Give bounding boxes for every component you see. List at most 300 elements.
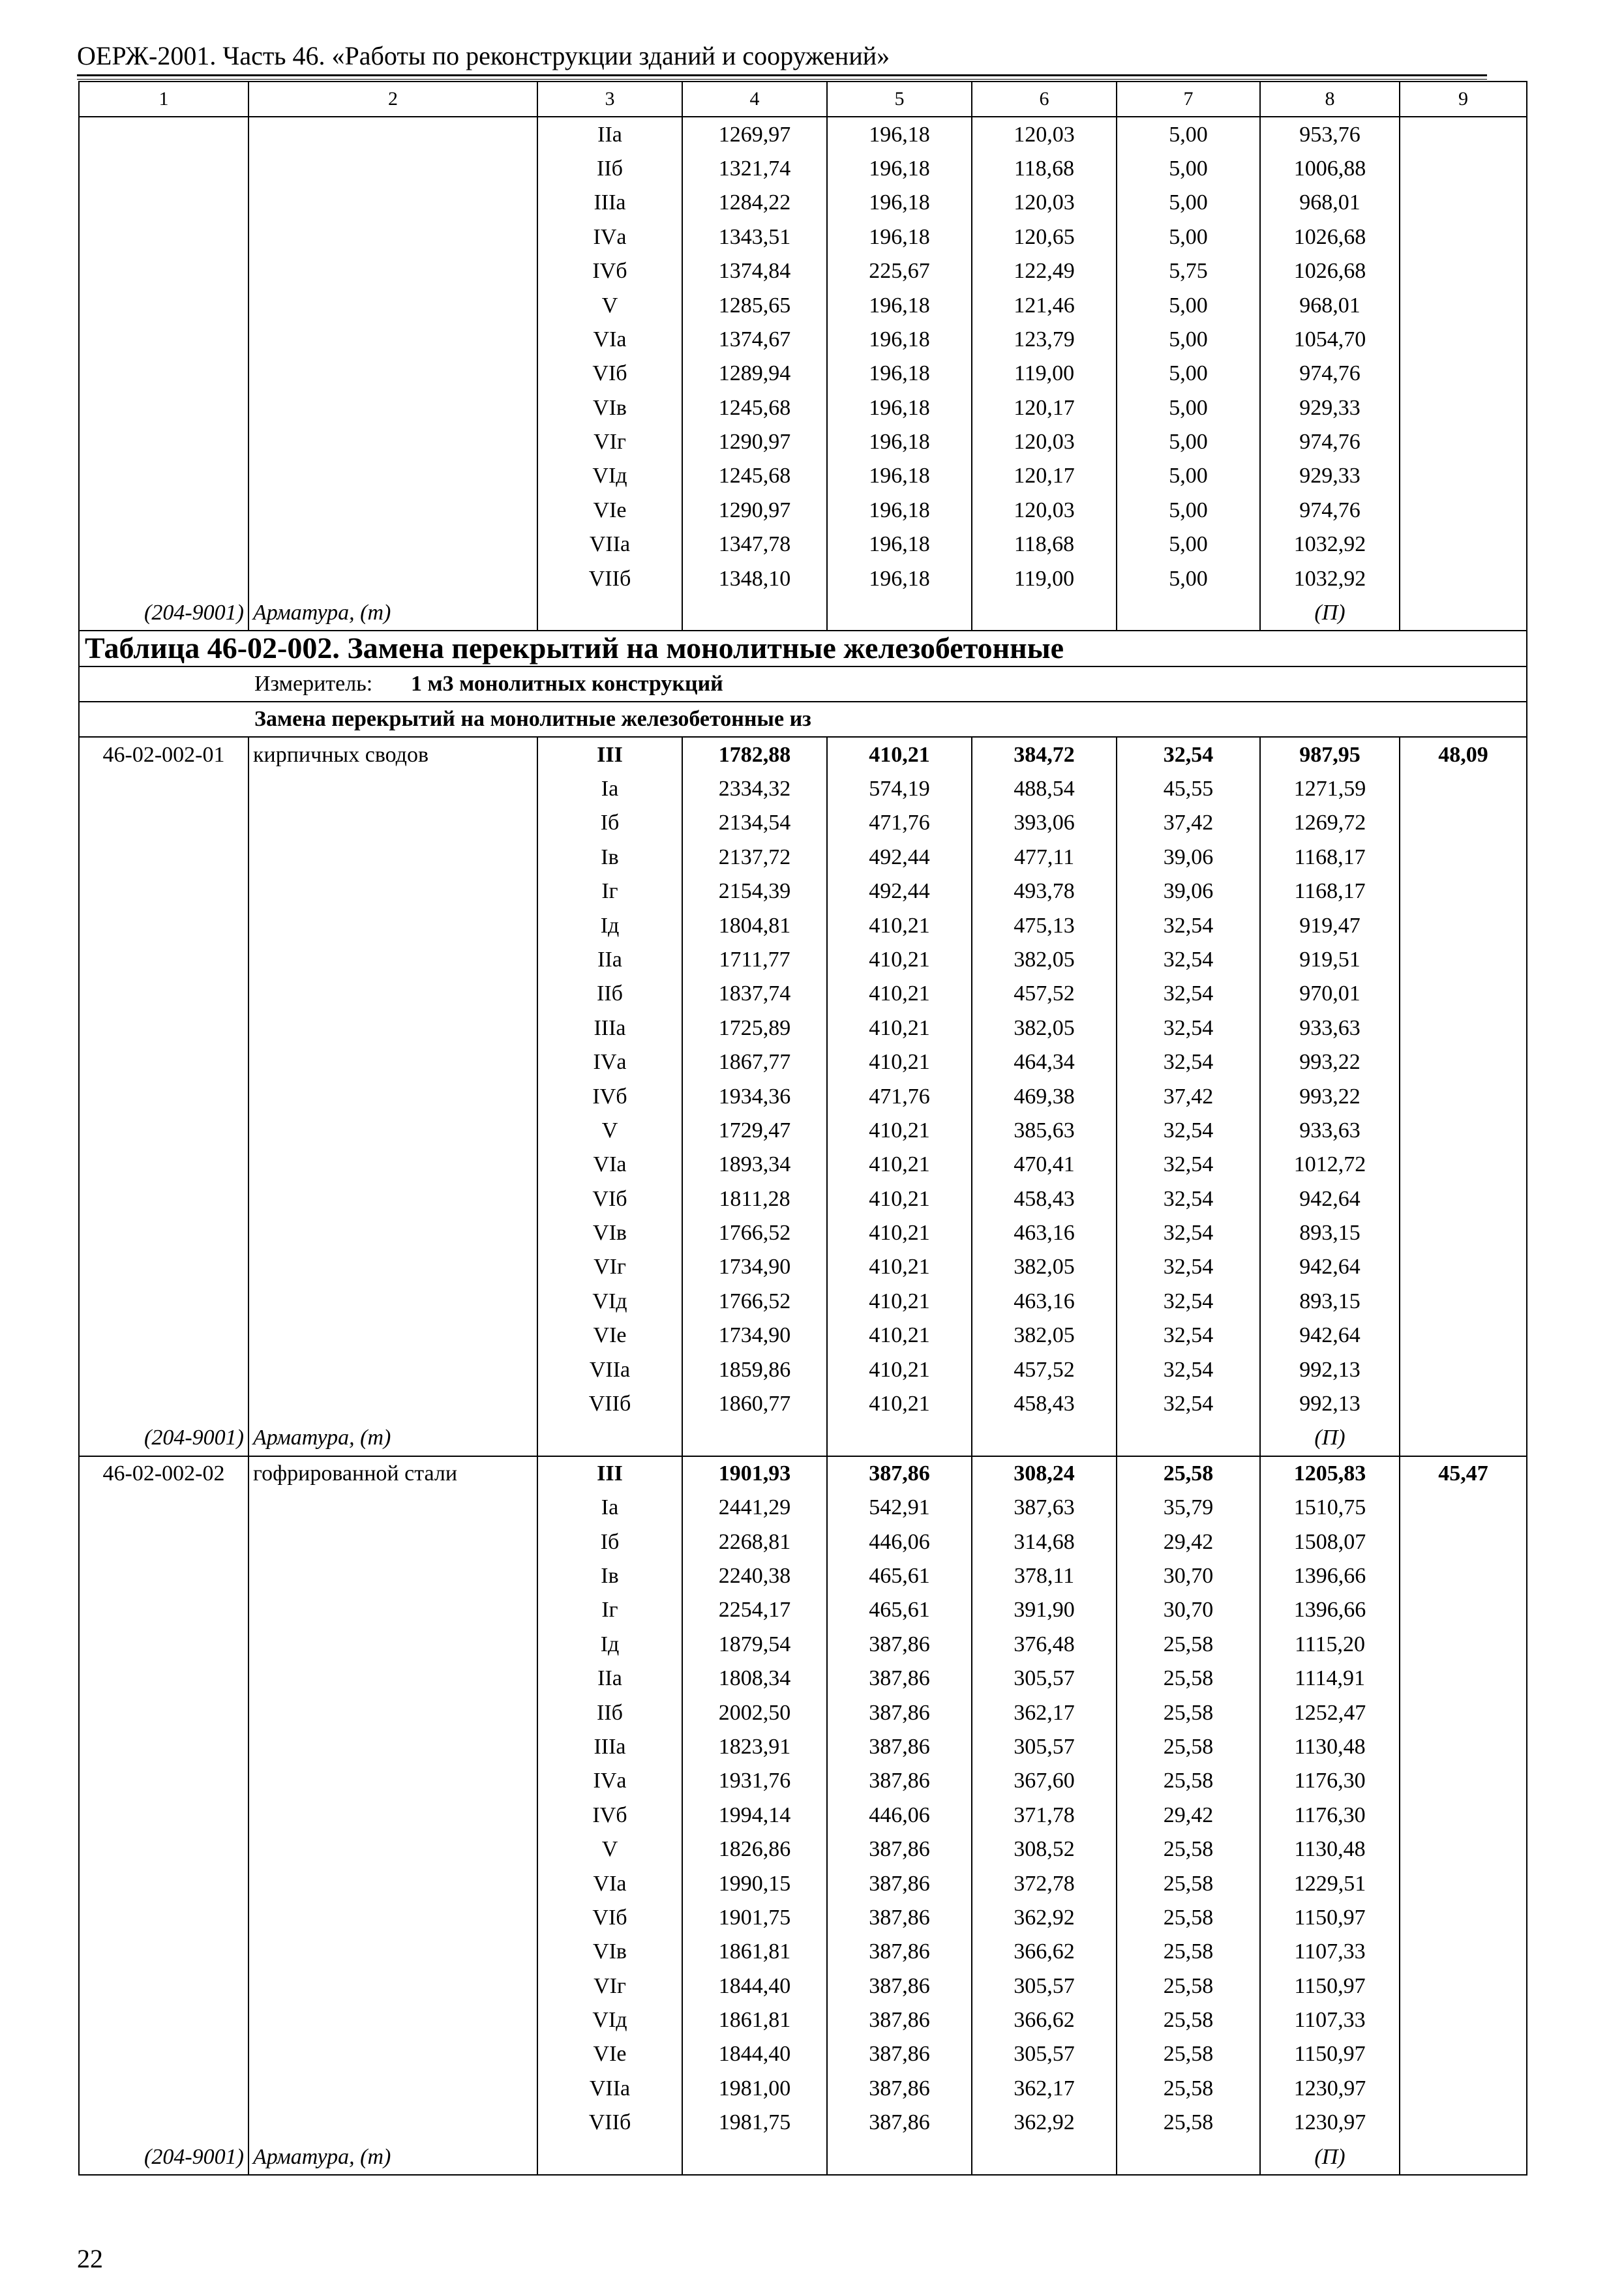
value-cell: 1006,88 bbox=[1260, 152, 1400, 186]
value-cell: 919,47 bbox=[1260, 908, 1400, 942]
table-row bbox=[79, 1628, 1527, 1662]
value-cell: 387,86 bbox=[827, 1628, 972, 1662]
value-cell: 1130,48 bbox=[1260, 1730, 1400, 1764]
value-cell: 410,21 bbox=[827, 943, 972, 977]
value-cell: 30,70 bbox=[1117, 1559, 1260, 1593]
value-cell bbox=[1400, 2037, 1527, 2071]
name-cell bbox=[248, 772, 537, 806]
table-row bbox=[79, 1799, 1527, 1833]
table-row bbox=[79, 841, 1527, 875]
code-cell bbox=[79, 152, 248, 186]
code-cell bbox=[79, 1525, 248, 1559]
name-cell bbox=[248, 943, 537, 977]
value-cell: 25,58 bbox=[1117, 1969, 1260, 2003]
name-cell bbox=[248, 1148, 537, 1182]
code-cell bbox=[79, 1593, 248, 1627]
value-cell bbox=[1117, 1421, 1260, 1456]
code-cell bbox=[79, 908, 248, 942]
table-title: Таблица 46-02-002. Замена перекрытий на монолитные железобетонные bbox=[79, 631, 1527, 666]
value-cell: 929,33 bbox=[1260, 391, 1400, 425]
name-cell bbox=[248, 1833, 537, 1866]
value-cell: 1734,90 bbox=[682, 1319, 827, 1353]
value-cell: 32,54 bbox=[1117, 1045, 1260, 1079]
item-first-row bbox=[79, 737, 1527, 771]
value-cell: VIе bbox=[537, 494, 682, 528]
value-cell: 1321,74 bbox=[682, 152, 827, 186]
code-cell bbox=[79, 254, 248, 288]
value-cell: 968,01 bbox=[1260, 288, 1400, 322]
value-cell: 410,21 bbox=[827, 1148, 972, 1182]
value-cell: 32,54 bbox=[1117, 737, 1260, 771]
name-cell bbox=[248, 2003, 537, 2037]
name-cell bbox=[248, 1593, 537, 1627]
code-cell bbox=[79, 425, 248, 459]
table-row bbox=[79, 2072, 1527, 2106]
value-cell: 1168,17 bbox=[1260, 875, 1400, 908]
table-row bbox=[79, 1045, 1527, 1079]
value-cell: 5,00 bbox=[1117, 186, 1260, 220]
value-cell: 1252,47 bbox=[1260, 1696, 1400, 1729]
value-cell: IVа bbox=[537, 220, 682, 254]
value-cell: 1826,86 bbox=[682, 1833, 827, 1866]
value-cell: VIв bbox=[537, 1216, 682, 1250]
table-row bbox=[79, 1764, 1527, 1798]
value-cell: 410,21 bbox=[827, 1250, 972, 1284]
value-cell: 39,06 bbox=[1117, 841, 1260, 875]
value-cell bbox=[1400, 875, 1527, 908]
value-cell: 1347,78 bbox=[682, 528, 827, 561]
value-cell: Iд bbox=[537, 1628, 682, 1662]
value-cell: 1981,75 bbox=[682, 2106, 827, 2140]
value-cell: IIа bbox=[537, 1662, 682, 1696]
value-cell: 32,54 bbox=[1117, 1387, 1260, 1421]
value-cell bbox=[1400, 528, 1527, 561]
armature-code: (204-9001) bbox=[79, 1421, 248, 1456]
value-cell: 2334,32 bbox=[682, 772, 827, 806]
name-cell bbox=[248, 1628, 537, 1662]
value-cell bbox=[682, 2140, 827, 2174]
value-cell: 2268,81 bbox=[682, 1525, 827, 1559]
table-row bbox=[79, 1935, 1527, 1969]
code-cell bbox=[79, 1216, 248, 1250]
table-row bbox=[79, 1969, 1527, 2003]
value-cell: 970,01 bbox=[1260, 977, 1400, 1011]
name-cell bbox=[248, 1285, 537, 1319]
value-cell: 120,03 bbox=[972, 186, 1117, 220]
value-cell: VIIа bbox=[537, 1353, 682, 1386]
value-cell: Iв bbox=[537, 841, 682, 875]
value-cell: 384,72 bbox=[972, 737, 1117, 771]
value-cell: 542,91 bbox=[827, 1491, 972, 1525]
value-cell: 120,65 bbox=[972, 220, 1117, 254]
value-cell: 1823,91 bbox=[682, 1730, 827, 1764]
value-cell: 2254,17 bbox=[682, 1593, 827, 1627]
name-cell bbox=[248, 1525, 537, 1559]
value-cell: 2002,50 bbox=[682, 1696, 827, 1729]
name-cell bbox=[248, 1491, 537, 1525]
table-row bbox=[79, 220, 1527, 254]
value-cell: Iг bbox=[537, 1593, 682, 1627]
value-cell: 457,52 bbox=[972, 1353, 1117, 1386]
value-cell: 120,17 bbox=[972, 459, 1117, 493]
value-cell bbox=[1400, 2003, 1527, 2037]
value-cell: IIIа bbox=[537, 186, 682, 220]
value-cell: 32,54 bbox=[1117, 1353, 1260, 1386]
code-cell bbox=[79, 1148, 248, 1182]
value-cell: 196,18 bbox=[827, 288, 972, 322]
value-cell: 29,42 bbox=[1117, 1525, 1260, 1559]
value-cell: 2441,29 bbox=[682, 1491, 827, 1525]
value-cell: 1176,30 bbox=[1260, 1799, 1400, 1833]
name-cell bbox=[248, 254, 537, 288]
code-cell bbox=[79, 1387, 248, 1421]
value-cell: 1284,22 bbox=[682, 186, 827, 220]
value-cell: VIб bbox=[537, 1182, 682, 1216]
value-cell: 5,00 bbox=[1117, 561, 1260, 595]
value-cell: 919,51 bbox=[1260, 943, 1400, 977]
table-row bbox=[79, 152, 1527, 186]
value-cell: 1205,83 bbox=[1260, 1456, 1400, 1491]
armature-row bbox=[79, 596, 1527, 631]
value-cell: 121,46 bbox=[972, 288, 1117, 322]
value-cell bbox=[1400, 1491, 1527, 1525]
value-cell: 1934,36 bbox=[682, 1079, 827, 1113]
value-cell: VIв bbox=[537, 391, 682, 425]
value-cell: 5,00 bbox=[1117, 425, 1260, 459]
value-cell: 1711,77 bbox=[682, 943, 827, 977]
value-cell: 387,86 bbox=[827, 2072, 972, 2106]
unit-label: Измеритель: bbox=[254, 671, 373, 696]
name-cell bbox=[248, 1764, 537, 1798]
item-name: гофрированной стали bbox=[248, 1456, 537, 1491]
value-cell bbox=[1400, 1866, 1527, 1900]
value-cell: 25,58 bbox=[1117, 1935, 1260, 1969]
value-cell bbox=[1400, 1525, 1527, 1559]
value-cell: 32,54 bbox=[1117, 943, 1260, 977]
value-cell: VIд bbox=[537, 459, 682, 493]
value-cell: 1396,66 bbox=[1260, 1593, 1400, 1627]
value-cell bbox=[1400, 357, 1527, 391]
value-cell bbox=[537, 2140, 682, 2174]
name-cell bbox=[248, 1559, 537, 1593]
value-cell bbox=[1400, 1421, 1527, 1456]
value-cell: 410,21 bbox=[827, 1387, 972, 1421]
value-cell: 385,63 bbox=[972, 1114, 1117, 1148]
value-cell: VIIа bbox=[537, 2072, 682, 2106]
code-cell bbox=[79, 1045, 248, 1079]
value-cell: 1229,51 bbox=[1260, 1866, 1400, 1900]
value-cell: 1115,20 bbox=[1260, 1628, 1400, 1662]
value-cell: 463,16 bbox=[972, 1216, 1117, 1250]
value-cell: 410,21 bbox=[827, 1285, 972, 1319]
code-cell bbox=[79, 1901, 248, 1935]
value-cell: 393,06 bbox=[972, 806, 1117, 840]
value-cell: 25,58 bbox=[1117, 1833, 1260, 1866]
value-cell: 305,57 bbox=[972, 1969, 1117, 2003]
value-cell: 45,47 bbox=[1400, 1456, 1527, 1491]
value-cell: 362,92 bbox=[972, 2106, 1117, 2140]
column-number: 3 bbox=[537, 82, 682, 117]
value-cell: 933,63 bbox=[1260, 1011, 1400, 1045]
table-row bbox=[79, 561, 1527, 595]
value-cell: 32,54 bbox=[1117, 1182, 1260, 1216]
column-number: 4 bbox=[682, 82, 827, 117]
value-cell: 25,58 bbox=[1117, 1456, 1260, 1491]
code-cell bbox=[79, 1491, 248, 1525]
value-cell: 1879,54 bbox=[682, 1628, 827, 1662]
value-cell: 387,86 bbox=[827, 1969, 972, 2003]
value-cell: 123,79 bbox=[972, 323, 1117, 357]
value-cell: 1861,81 bbox=[682, 1935, 827, 1969]
code-cell bbox=[79, 528, 248, 561]
value-cell bbox=[827, 596, 972, 631]
value-cell bbox=[1400, 596, 1527, 631]
value-cell: 1245,68 bbox=[682, 459, 827, 493]
table-row bbox=[79, 1491, 1527, 1525]
table-row bbox=[79, 1079, 1527, 1113]
value-cell: 1808,34 bbox=[682, 1662, 827, 1696]
name-cell bbox=[248, 1250, 537, 1284]
column-number: 9 bbox=[1400, 82, 1527, 117]
value-cell: 1804,81 bbox=[682, 908, 827, 942]
page-number: 22 bbox=[77, 2244, 103, 2273]
value-cell bbox=[827, 2140, 972, 2174]
value-cell: 1981,00 bbox=[682, 2072, 827, 2106]
value-cell bbox=[1400, 1730, 1527, 1764]
code-cell bbox=[79, 220, 248, 254]
value-cell: 1230,97 bbox=[1260, 2106, 1400, 2140]
value-cell: 25,58 bbox=[1117, 2003, 1260, 2037]
value-cell: 387,63 bbox=[972, 1491, 1117, 1525]
table-row bbox=[79, 117, 1527, 151]
value-cell: 37,42 bbox=[1117, 806, 1260, 840]
value-cell: V bbox=[537, 1833, 682, 1866]
value-cell: 32,54 bbox=[1117, 1114, 1260, 1148]
value-cell: 196,18 bbox=[827, 186, 972, 220]
value-cell: 118,68 bbox=[972, 152, 1117, 186]
value-cell: 974,76 bbox=[1260, 494, 1400, 528]
value-cell: VIа bbox=[537, 1866, 682, 1900]
value-cell: 5,00 bbox=[1117, 357, 1260, 391]
value-cell: 2154,39 bbox=[682, 875, 827, 908]
value-cell: 1844,40 bbox=[682, 2037, 827, 2071]
value-cell: 1893,34 bbox=[682, 1148, 827, 1182]
armature-row bbox=[79, 2140, 1527, 2174]
value-cell: 1245,68 bbox=[682, 391, 827, 425]
table-row bbox=[79, 1387, 1527, 1421]
value-cell bbox=[1400, 1387, 1527, 1421]
value-cell: 1374,84 bbox=[682, 254, 827, 288]
value-cell: 225,67 bbox=[827, 254, 972, 288]
value-cell: 458,43 bbox=[972, 1182, 1117, 1216]
value-cell: 942,64 bbox=[1260, 1319, 1400, 1353]
value-cell: 25,58 bbox=[1117, 1662, 1260, 1696]
value-cell: 1990,15 bbox=[682, 1866, 827, 1900]
column-number: 5 bbox=[827, 82, 972, 117]
table-row bbox=[79, 1285, 1527, 1319]
value-cell: 196,18 bbox=[827, 117, 972, 151]
value-cell: 45,55 bbox=[1117, 772, 1260, 806]
code-cell bbox=[79, 494, 248, 528]
value-cell: 5,00 bbox=[1117, 288, 1260, 322]
value-cell: 1230,97 bbox=[1260, 2072, 1400, 2106]
value-cell: 993,22 bbox=[1260, 1045, 1400, 1079]
name-cell bbox=[248, 220, 537, 254]
name-cell bbox=[248, 459, 537, 493]
table-row bbox=[79, 875, 1527, 908]
value-cell bbox=[1400, 323, 1527, 357]
value-cell: 387,86 bbox=[827, 1833, 972, 1866]
name-cell bbox=[248, 2072, 537, 2106]
value-cell: 464,34 bbox=[972, 1045, 1117, 1079]
value-cell: 1054,70 bbox=[1260, 323, 1400, 357]
code-cell bbox=[79, 117, 248, 151]
value-cell: 387,86 bbox=[827, 2003, 972, 2037]
value-cell: 1811,28 bbox=[682, 1182, 827, 1216]
code-cell bbox=[79, 2003, 248, 2037]
code-cell bbox=[79, 1079, 248, 1113]
value-cell: III bbox=[537, 1456, 682, 1491]
value-cell: VIIб bbox=[537, 1387, 682, 1421]
value-cell: VIг bbox=[537, 425, 682, 459]
value-cell: IIа bbox=[537, 117, 682, 151]
value-cell: 32,54 bbox=[1117, 1250, 1260, 1284]
value-cell: 118,68 bbox=[972, 528, 1117, 561]
name-cell bbox=[248, 494, 537, 528]
code-cell bbox=[79, 1969, 248, 2003]
name-cell bbox=[248, 1045, 537, 1079]
table-row bbox=[79, 1730, 1527, 1764]
value-cell: 25,58 bbox=[1117, 1901, 1260, 1935]
value-cell bbox=[1400, 1559, 1527, 1593]
value-cell bbox=[1400, 806, 1527, 840]
value-cell: Iа bbox=[537, 1491, 682, 1525]
value-cell bbox=[682, 596, 827, 631]
value-cell: 25,58 bbox=[1117, 1628, 1260, 1662]
value-cell: 1734,90 bbox=[682, 1250, 827, 1284]
table-row bbox=[79, 1250, 1527, 1284]
value-cell bbox=[1400, 186, 1527, 220]
value-cell: 367,60 bbox=[972, 1764, 1117, 1798]
item-first-row bbox=[79, 1456, 1527, 1491]
armature-row bbox=[79, 1421, 1527, 1456]
value-cell: 1867,77 bbox=[682, 1045, 827, 1079]
value-cell: Iа bbox=[537, 772, 682, 806]
value-cell: 387,86 bbox=[827, 1730, 972, 1764]
table-row bbox=[79, 1216, 1527, 1250]
value-cell: 5,00 bbox=[1117, 391, 1260, 425]
table-row bbox=[79, 2106, 1527, 2140]
value-cell: VIв bbox=[537, 1935, 682, 1969]
value-cell bbox=[1400, 1285, 1527, 1319]
rates-table bbox=[78, 81, 1527, 2176]
table-row bbox=[79, 1559, 1527, 1593]
value-cell: VIд bbox=[537, 2003, 682, 2037]
name-cell bbox=[248, 391, 537, 425]
value-cell: 119,00 bbox=[972, 357, 1117, 391]
value-cell: 196,18 bbox=[827, 425, 972, 459]
value-cell: VIд bbox=[537, 1285, 682, 1319]
value-cell: 35,79 bbox=[1117, 1491, 1260, 1525]
name-cell bbox=[248, 1662, 537, 1696]
name-cell bbox=[248, 1799, 537, 1833]
value-cell: 30,70 bbox=[1117, 1593, 1260, 1627]
value-cell bbox=[1400, 1799, 1527, 1833]
value-cell: 1012,72 bbox=[1260, 1148, 1400, 1182]
value-cell: Iб bbox=[537, 806, 682, 840]
value-cell: 929,33 bbox=[1260, 459, 1400, 493]
value-cell: 1290,97 bbox=[682, 494, 827, 528]
value-cell bbox=[1400, 459, 1527, 493]
code-cell bbox=[79, 806, 248, 840]
value-cell: 1508,07 bbox=[1260, 1525, 1400, 1559]
value-cell: 196,18 bbox=[827, 459, 972, 493]
value-cell: 410,21 bbox=[827, 1319, 972, 1353]
code-cell bbox=[79, 1866, 248, 1900]
value-cell bbox=[1400, 1319, 1527, 1353]
value-cell bbox=[1400, 1114, 1527, 1148]
value-cell: 2240,38 bbox=[682, 1559, 827, 1593]
table-row bbox=[79, 1011, 1527, 1045]
value-cell: 25,58 bbox=[1117, 1764, 1260, 1798]
table-row bbox=[79, 1319, 1527, 1353]
value-cell: 362,17 bbox=[972, 1696, 1117, 1729]
value-cell: 410,21 bbox=[827, 1353, 972, 1386]
value-cell bbox=[1400, 391, 1527, 425]
value-cell: 1343,51 bbox=[682, 220, 827, 254]
value-cell: 2134,54 bbox=[682, 806, 827, 840]
value-cell: 308,24 bbox=[972, 1456, 1117, 1491]
table-row bbox=[79, 977, 1527, 1011]
name-cell bbox=[248, 357, 537, 391]
table-row bbox=[79, 494, 1527, 528]
code-cell bbox=[79, 772, 248, 806]
value-cell: 29,42 bbox=[1117, 1799, 1260, 1833]
code-cell bbox=[79, 288, 248, 322]
value-cell: 1844,40 bbox=[682, 1969, 827, 2003]
value-cell: 371,78 bbox=[972, 1799, 1117, 1833]
value-cell bbox=[1400, 943, 1527, 977]
value-cell: 446,06 bbox=[827, 1799, 972, 1833]
value-cell bbox=[1400, 1079, 1527, 1113]
value-cell: 32,54 bbox=[1117, 1216, 1260, 1250]
value-cell: 48,09 bbox=[1400, 737, 1527, 771]
value-cell bbox=[537, 1421, 682, 1456]
value-cell: 1032,92 bbox=[1260, 528, 1400, 561]
value-cell bbox=[1117, 2140, 1260, 2174]
table-row bbox=[79, 2037, 1527, 2071]
code-cell bbox=[79, 1182, 248, 1216]
value-cell: 463,16 bbox=[972, 1285, 1117, 1319]
value-cell bbox=[1400, 288, 1527, 322]
value-cell: 1130,48 bbox=[1260, 1833, 1400, 1866]
value-cell: 120,03 bbox=[972, 117, 1117, 151]
value-cell bbox=[1400, 908, 1527, 942]
value-cell: 387,86 bbox=[827, 1696, 972, 1729]
name-cell bbox=[248, 1730, 537, 1764]
code-cell bbox=[79, 841, 248, 875]
value-cell bbox=[1400, 1901, 1527, 1935]
value-cell: 1150,97 bbox=[1260, 1901, 1400, 1935]
value-cell: 410,21 bbox=[827, 737, 972, 771]
item-code: 46-02-002-01 bbox=[79, 737, 248, 771]
value-cell bbox=[1400, 1593, 1527, 1627]
value-cell: Iв bbox=[537, 1559, 682, 1593]
value-cell: IIIа bbox=[537, 1730, 682, 1764]
code-cell bbox=[79, 561, 248, 595]
value-cell: 493,78 bbox=[972, 875, 1117, 908]
value-cell: 305,57 bbox=[972, 2037, 1117, 2071]
